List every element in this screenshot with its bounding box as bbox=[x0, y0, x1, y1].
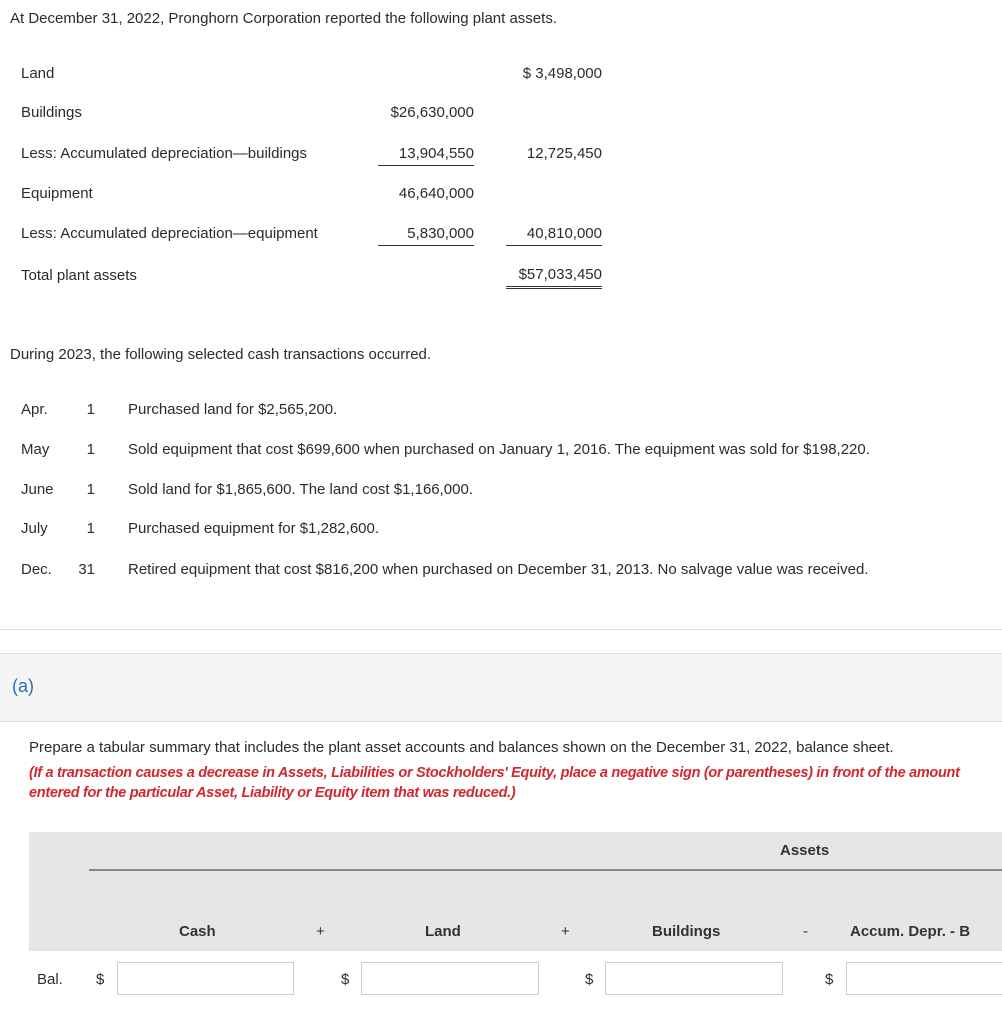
transaction-text: Purchased equipment for $1,282,600. bbox=[128, 520, 380, 537]
currency-symbol: $ bbox=[96, 971, 105, 988]
asset-label: Equipment bbox=[21, 185, 93, 202]
asset-label: Land bbox=[21, 65, 55, 82]
transaction-day: 1 bbox=[86, 401, 95, 418]
asset-col2: $ 3,498,000 bbox=[522, 65, 602, 82]
transaction-text: Retired equipment that cost $816,200 when purchased on December 31, 2013. No salvage value was received. bbox=[128, 561, 869, 578]
part-header bbox=[0, 653, 1002, 722]
cash-balance-input[interactable] bbox=[117, 962, 294, 995]
asset-label: Less: Accumulated depreciation—equipment bbox=[21, 225, 318, 242]
transaction-month: May bbox=[21, 441, 50, 458]
column-header-cash: Cash bbox=[179, 923, 216, 940]
transaction-day: 1 bbox=[86, 520, 95, 537]
column-header-buildings: Buildings bbox=[652, 923, 721, 940]
accum-depr-buildings-balance-input[interactable] bbox=[846, 962, 1002, 995]
divider bbox=[0, 629, 1002, 630]
buildings-balance-input[interactable] bbox=[605, 962, 783, 995]
asset-label: Less: Accumulated depreciation—buildings bbox=[21, 145, 308, 162]
asset-col2: 12,725,450 bbox=[526, 145, 602, 162]
transaction-day: 1 bbox=[86, 441, 95, 458]
transaction-month: June bbox=[21, 481, 54, 498]
asset-col1: 5,830,000 bbox=[378, 225, 474, 246]
assets-group-header: Assets bbox=[780, 842, 830, 859]
transaction-text: Sold equipment that cost $699,600 when purchased on January 1, 2016. The equipment was sold for $198,220. bbox=[128, 441, 870, 458]
transaction-text: Sold land for $1,865,600. The land cost $1,166,000. bbox=[128, 481, 473, 498]
operator-plus: + bbox=[316, 923, 325, 940]
instruction-note: entered for the particular Asset, Liability or Equity item that was reduced.) bbox=[29, 785, 516, 801]
balance-row-label: Bal. bbox=[37, 971, 63, 988]
currency-symbol: $ bbox=[825, 971, 834, 988]
assets-header-rule bbox=[89, 869, 1002, 871]
operator-plus: + bbox=[561, 923, 570, 940]
intro-text: At December 31, 2022, Pronghorn Corporation reported the following plant assets. bbox=[10, 10, 557, 27]
column-header-accum-depr-buildings: Accum. Depr. - B bbox=[850, 923, 971, 940]
currency-symbol: $ bbox=[585, 971, 594, 988]
transaction-day: 31 bbox=[78, 561, 95, 578]
asset-col1: 46,640,000 bbox=[398, 185, 474, 202]
asset-label: Total plant assets bbox=[21, 267, 137, 284]
transaction-day: 1 bbox=[86, 481, 95, 498]
currency-symbol: $ bbox=[341, 971, 350, 988]
total-plant-assets: $57,033,450 bbox=[506, 266, 602, 289]
asset-col1: 13,904,550 bbox=[378, 145, 474, 166]
column-header-land: Land bbox=[425, 923, 461, 940]
transaction-month: Dec. bbox=[21, 561, 52, 578]
operator-minus: - bbox=[803, 923, 808, 940]
transaction-month: July bbox=[21, 520, 48, 537]
part-label: (a) bbox=[12, 676, 34, 696]
asset-label: Buildings bbox=[21, 104, 82, 121]
transactions-intro: During 2023, the following selected cash transactions occurred. bbox=[10, 346, 432, 363]
transaction-month: Apr. bbox=[21, 401, 48, 418]
asset-col2: 40,810,000 bbox=[506, 225, 602, 246]
asset-col1: $26,630,000 bbox=[390, 104, 474, 121]
land-balance-input[interactable] bbox=[361, 962, 539, 995]
instruction-note: (If a transaction causes a decrease in Assets, Liabilities or Stockholders' Equity, place a negative sign (or parentheses) in front of the amount bbox=[29, 765, 960, 781]
instruction-text: Prepare a tabular summary that includes the plant asset accounts and balances shown on the December 31, 2022, balance sheet. bbox=[29, 739, 894, 756]
transaction-text: Purchased land for $2,565,200. bbox=[128, 401, 338, 418]
